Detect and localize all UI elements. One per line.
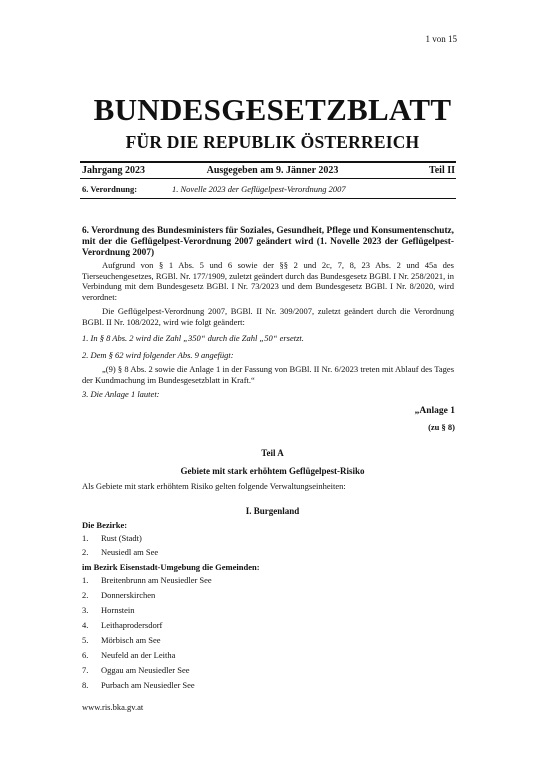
municipalities-label: im Bezirk Eisenstadt-Umgebung die Gemeinden: bbox=[82, 562, 260, 572]
amendment-item-2: 2. Dem § 62 wird folgender Abs. 9 angefügt: bbox=[82, 350, 234, 360]
header-rule-bottom bbox=[80, 198, 456, 199]
district-name: Neusiedl am See bbox=[101, 547, 159, 557]
district-number: 2. bbox=[82, 547, 89, 557]
header-rule-mid bbox=[80, 178, 456, 179]
part-label: Teil II bbox=[428, 165, 455, 176]
state-heading: I. Burgenland bbox=[245, 506, 300, 516]
municipality-number: 2. bbox=[82, 590, 89, 600]
toc-number: 6. Verordnung: bbox=[82, 184, 138, 194]
areas-heading: Gebiete mit stark erhöhtem Geflügelpest-Risiko bbox=[180, 466, 365, 476]
amendment-item-2-text: „(9) § 8 Abs. 2 sowie die Anlage 1 in der Fassung von BGBl. II Nr. 6/2023 treten mit Ablauf des Tages der Kundmachung im Bundesgesetzblatt in Kraft.“ bbox=[82, 364, 454, 385]
municipality-number: 7. bbox=[82, 665, 89, 675]
amendment-item-3: 3. Die Anlage 1 lautet: bbox=[82, 389, 160, 399]
areas-intro: Als Gebiete mit stark erhöhtem Risiko gelten folgende Verwaltungseinheiten: bbox=[82, 481, 346, 491]
municipality-number: 6. bbox=[82, 650, 89, 660]
municipality-name: Leithaprodersdorf bbox=[101, 620, 163, 630]
gazette-title: BUNDESGESETZBLATT bbox=[93, 92, 452, 127]
amendment-intro: Die Geflügelpest-Verordnung 2007, BGBl. II Nr. 309/2007, zuletzt geändert durch die Verordnung BGBl. II Nr. 108/2022, wird wie folgt geändert: bbox=[82, 306, 454, 327]
municipality-name: Mörbisch am See bbox=[101, 635, 161, 645]
page-number: 1 von 15 bbox=[425, 34, 457, 44]
municipality-number: 4. bbox=[82, 620, 89, 630]
municipality-name: Oggau am Neusiedler See bbox=[101, 665, 190, 675]
annex-reference: (zu § 8) bbox=[428, 422, 455, 432]
part-a-heading: Teil A bbox=[261, 448, 284, 458]
municipality-number: 1. bbox=[82, 575, 89, 585]
amendment-item-1: 1. In § 8 Abs. 2 wird die Zahl „350“ durch die Zahl „50“ ersetzt. bbox=[82, 333, 304, 343]
municipality-number: 3. bbox=[82, 605, 89, 615]
districts-label: Die Bezirke: bbox=[82, 520, 128, 530]
year-label: Jahrgang 2023 bbox=[82, 165, 146, 176]
issue-date: Ausgegeben am 9. Jänner 2023 bbox=[206, 165, 339, 176]
municipality-name: Hornstein bbox=[101, 605, 135, 615]
district-name: Rust (Stadt) bbox=[101, 533, 142, 543]
toc-title: 1. Novelle 2023 der Geflügelpest-Verordnung 2007 bbox=[172, 184, 346, 194]
municipality-number: 8. bbox=[82, 680, 89, 690]
preamble: Aufgrund von § 1 Abs. 5 und 6 sowie der §§ 2 und 2c, 7, 8, 23 Abs. 2 und 45a des Tierseuchengesetzes, RGBl. Nr. 177/1909, zuletzt geändert durch das Bundesgesetz BGBl. I Nr. 258/2021, in Verbindung mit dem Bundesgesetz BGBl. I Nr. 73/2023 und dem Bundesgesetz BGBl. I Nr. 8/2020, wird verordnet: bbox=[82, 260, 454, 302]
municipality-name: Purbach am Neusiedler See bbox=[101, 680, 195, 690]
gazette-subtitle: FÜR DIE REPUBLIK ÖSTERREICH bbox=[125, 132, 420, 152]
district-number: 1. bbox=[82, 533, 89, 543]
municipality-name: Neufeld an der Leitha bbox=[101, 650, 176, 660]
annex-label: „Anlage 1 bbox=[414, 406, 455, 416]
municipality-name: Breitenbrunn am Neusiedler See bbox=[101, 575, 212, 585]
municipality-name: Donnerskirchen bbox=[101, 590, 156, 600]
municipality-number: 5. bbox=[82, 635, 89, 645]
header-rule-top bbox=[80, 161, 456, 163]
ordinance-heading: 6. Verordnung des Bundesministers für Soziales, Gesundheit, Pflege und Konsumentenschutz, mit der die Geflügelpest-Verordnung 2007 geändert wird (1. Novelle 2023 der Geflügelpest-Verordnung 2007) bbox=[82, 226, 454, 258]
footer-url[interactable]: www.ris.bka.gv.at bbox=[82, 702, 144, 712]
